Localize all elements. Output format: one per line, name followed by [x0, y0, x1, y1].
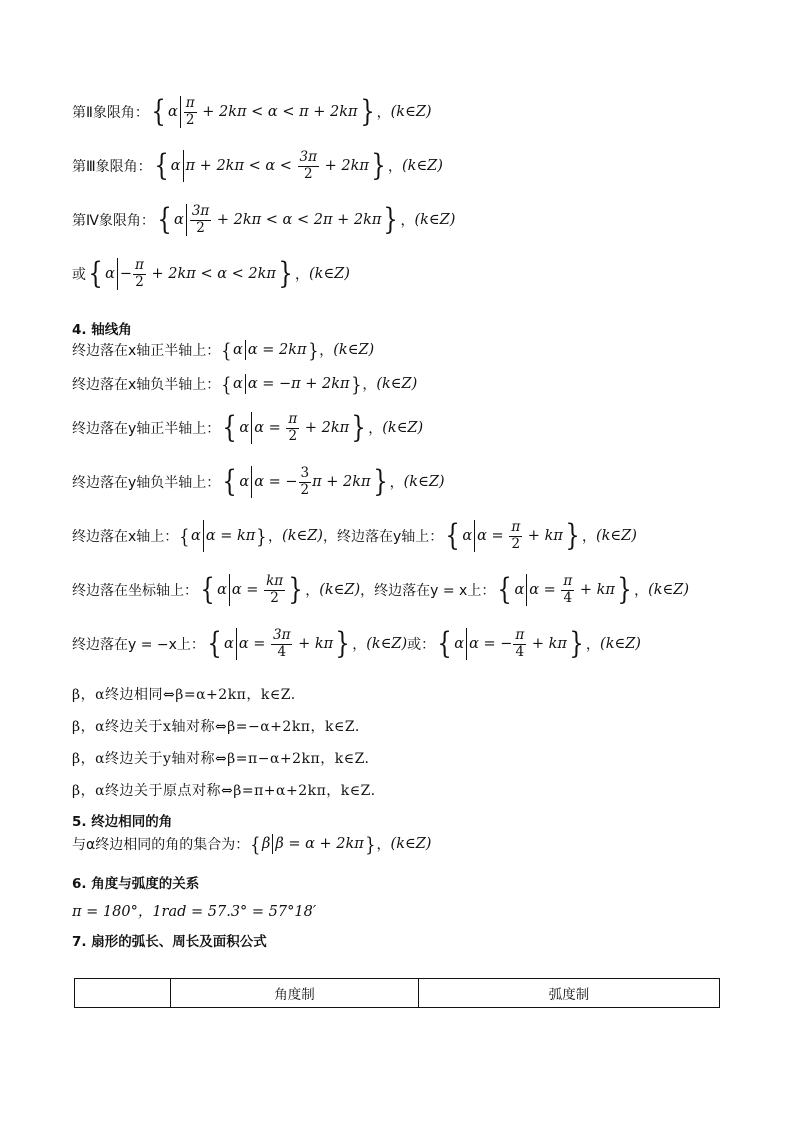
section-7-heading: 7. 扇形的弧长、周长及面积公式 — [72, 934, 267, 950]
section-6-heading: 6. 角度与弧度的关系 — [72, 876, 200, 892]
axis-x-positive-line: 终边落在x轴正半轴上： { α α = 2kπ } ， (k∈Z) — [72, 338, 375, 362]
quadrant-4-line: 第Ⅳ象限角： { α $\frac{3\pi}{2}$ + 2kπ < α < 2π + 2kπ } ， (k∈Z) — [72, 202, 456, 238]
axis-x-negative-line: 终边落在x轴负半轴上： { α α = −π + 2kπ } ， (k∈Z) — [72, 372, 418, 396]
table-header-degree: 角度制 — [171, 979, 419, 1008]
table-header-radian: 弧度制 — [419, 979, 720, 1008]
axis-y-positive-line: 终边落在y轴正半轴上： { α α = $\frac{\pi}{2}$ + 2kπ } ， (k∈Z) — [72, 410, 424, 446]
degree-radian-relation: π = 180°，1rad = 57.3° = 57°18′ — [72, 904, 317, 920]
quadrant-2-label: 第Ⅱ象限角： — [72, 105, 149, 122]
quadrant-3-label: 第Ⅲ象限角： — [72, 159, 152, 176]
axis-x-y-line: 终边落在x轴上： { α α = kπ } ， (k∈Z) ，终边落在y轴上： { α α = $\frac{\pi}{2}$ + kπ } ， (k∈Z) — [72, 518, 637, 554]
rule-y-symmetry: β，α终边关于y轴对称⇔β=π−α+2kπ，k∈Z. — [72, 751, 370, 767]
quadrant-2-formula: α — [167, 104, 178, 121]
rule-origin-symmetry: β，α终边关于原点对称⇔β=π+α+2kπ，k∈Z. — [72, 783, 376, 799]
section-5-heading: 5. 终边相同的角 — [72, 814, 173, 830]
axis-coord-line: 终边落在坐标轴上： { α α = $\frac{k\pi}{2}$ } ， (k∈Z) ，终边落在y = x上： { α α = $\frac{\pi}{4}$ + kπ } ， (k∈Z) — [72, 572, 689, 608]
rule-same-terminal: β，α终边相同⇔β=α+2kπ，k∈Z. — [72, 687, 296, 703]
sector-formula-table — [74, 978, 720, 1008]
axis-y-negative-line: 终边落在y轴负半轴上： { α α = − $\frac{3}{2}$ π + 2kπ } ， (k∈Z) — [72, 464, 445, 500]
quadrant-2-line: 第Ⅱ象限角： { α $\frac{\pi}{2}$ + 2kπ < α < π + 2kπ } ， (k∈Z) — [72, 94, 432, 130]
or-label: 或 — [72, 267, 86, 284]
table-header-empty — [75, 979, 171, 1008]
quadrant-3-line: 第Ⅲ象限角： { α π + 2kπ < α < $\frac{3\pi}{2}$ + 2kπ } ， (k∈Z) — [72, 148, 443, 184]
same-terminal-set-line: 与α终边相同的角的集合为： { β β = α + 2kπ } ， (k∈Z) — [72, 832, 432, 856]
axis-y-neg-x-line: 终边落在y = −x上： { α α = $\frac{3\pi}{4}$ + kπ } ， (k∈Z) 或： { α α = − $\frac{\pi}{4}$ + kπ } ， (k∈Z) — [72, 626, 641, 662]
quadrant-4-label: 第Ⅳ象限角： — [72, 213, 155, 230]
section-4-heading: 4. 轴线角 — [72, 322, 132, 338]
table-row — [75, 979, 720, 1008]
rule-x-symmetry: β，α终边关于x轴对称⇔β=−α+2kπ，k∈Z. — [72, 719, 360, 735]
quadrant-4-alt-line: 或 { α − $\frac{\pi}{2}$ + 2kπ < α < 2kπ } ， (k∈Z) — [72, 256, 350, 292]
